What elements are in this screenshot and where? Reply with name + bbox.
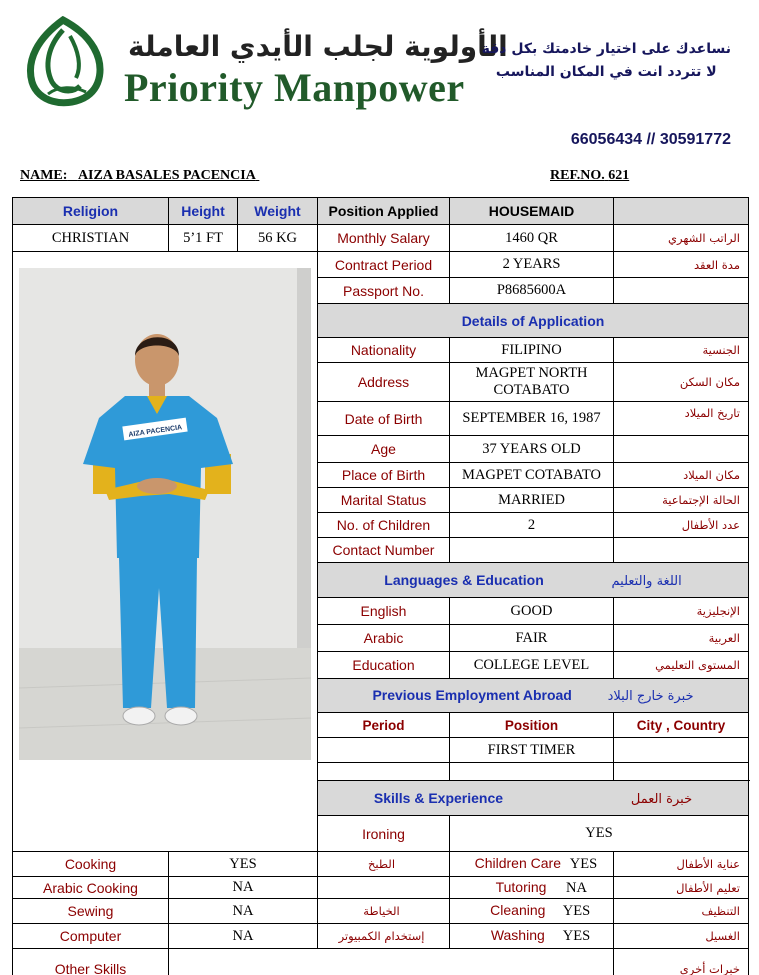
arabic-ar: العربية — [614, 625, 749, 652]
brand-arabic: الأولوية لجلب الأيدي العاملة — [128, 30, 508, 63]
slogan-line-2: لا تتردد انت في المكان المناسب — [495, 64, 717, 80]
period-header: Period — [318, 713, 450, 738]
tutoring-value: NA — [566, 879, 587, 896]
slogan — [482, 38, 731, 84]
employment-section — [318, 679, 749, 713]
dob-ar: تاريخ الميلاد — [614, 402, 749, 436]
ref-value: 621 — [608, 168, 630, 183]
ironing-label: Ironing — [318, 816, 450, 852]
languages-title-ar: اللغة والتعليم — [611, 573, 682, 589]
employment-title: Previous Employment Abroad — [372, 687, 572, 703]
tutoring-label: Tutoring — [495, 878, 547, 895]
applicant-figure — [19, 268, 311, 760]
computer-label: Computer — [13, 924, 169, 949]
tutoring-ar: تعليم الأطفال — [614, 877, 749, 899]
priority-logo-icon — [18, 16, 108, 108]
employment-empty-2 — [450, 763, 614, 781]
name-badge-text: AIZA PACENCIA — [128, 424, 183, 439]
cooking-label: Cooking — [13, 852, 169, 877]
arabic-value: FAIR — [450, 625, 614, 652]
sewing-ar: الخياطة — [318, 899, 450, 924]
washing-cell — [450, 924, 614, 949]
computer-ar: إستخدام الكمبيوتر — [318, 924, 450, 949]
employment-title-ar: خبرة خارج البلاد — [607, 689, 694, 704]
employment-empty-1 — [318, 763, 450, 781]
weight-value: 56 KG — [238, 225, 318, 252]
age-label: Age — [318, 436, 450, 463]
washing-label: Washing — [490, 927, 545, 943]
english-ar: الإنجليزية — [614, 598, 749, 625]
education-value: COLLEGE LEVEL — [450, 652, 614, 679]
application-section-title: Details of Application — [318, 304, 749, 338]
name-value: AIZA BASALES PACENCIA — [77, 168, 256, 183]
computer-value: NA — [169, 924, 318, 949]
arabic-cooking-ar — [318, 877, 450, 899]
marital-status-label: Marital Status — [318, 488, 450, 513]
phone-numbers: 66056434 // 30591772 — [570, 131, 731, 148]
photo-cell — [13, 252, 318, 852]
employment-period — [318, 738, 450, 763]
education-label: Education — [318, 652, 450, 679]
english-label: English — [318, 598, 450, 625]
children-care-cell — [450, 852, 614, 877]
arabic-cooking-label: Arabic Cooking — [13, 877, 169, 899]
weight-header: Weight — [238, 198, 318, 225]
cleaning-value: YES — [562, 903, 591, 919]
arabic-cooking-value: NA — [169, 877, 318, 899]
place-of-birth-label: Place of Birth — [318, 463, 450, 488]
reference-number — [550, 168, 629, 184]
age-ar — [614, 436, 749, 463]
skills-section — [318, 781, 749, 816]
address-label: Address — [318, 363, 450, 402]
children-label: No. of Children — [318, 513, 450, 538]
passport-value: P8685600A — [450, 278, 614, 304]
washing-ar: الغسيل — [614, 924, 749, 949]
english-value: GOOD — [450, 598, 614, 625]
height-value: 5’1 FT — [169, 225, 238, 252]
cooking-value: YES — [169, 852, 318, 877]
passport-label: Passport No. — [318, 278, 450, 304]
ironing-value: YES — [450, 816, 749, 852]
nationality-label: Nationality — [318, 338, 450, 363]
letterhead — [0, 0, 759, 160]
slogan-line-1: نساعدك على اختيار خادمتك بكل دقة — [481, 41, 731, 57]
salary-value: 1460 QR — [450, 225, 614, 252]
height-header: Height — [169, 198, 238, 225]
children-care-ar: عناية الأطفال — [614, 852, 749, 877]
marital-status-value: MARRIED — [450, 488, 614, 513]
dob-label: Date of Birth — [318, 402, 450, 436]
nationality-ar: الجنسية — [614, 338, 749, 363]
cleaning-label: Cleaning — [490, 902, 546, 918]
children-care-value: YES — [569, 856, 598, 872]
contract-value: 2 YEARS — [450, 252, 614, 278]
passport-ar — [614, 278, 749, 304]
employment-position: FIRST TIMER — [450, 738, 614, 763]
position-applied-value: HOUSEMAID — [450, 198, 614, 225]
brand-english: Priority Manpower — [124, 65, 465, 110]
place-of-birth-ar: مكان الميلاد — [614, 463, 749, 488]
dob-value: SEPTEMBER 16, 1987 — [450, 402, 614, 436]
contract-label: Contract Period — [318, 252, 450, 278]
cleaning-cell — [450, 899, 614, 924]
employment-empty-3 — [614, 763, 749, 781]
cleaning-ar: التنظيف — [614, 899, 749, 924]
position-applied-ar — [614, 198, 749, 225]
children-care-label: Children Care — [474, 855, 561, 871]
skills-title-ar: خبرة العمل — [630, 791, 693, 807]
employment-country — [614, 738, 749, 763]
languages-section — [318, 563, 749, 598]
salary-ar: الراتب الشهري — [614, 225, 749, 252]
applicant-name — [20, 168, 259, 184]
contract-ar: مدة العقد — [614, 252, 749, 278]
other-skills-value — [169, 949, 614, 975]
cooking-ar: الطبخ — [318, 852, 450, 877]
religion-header: Religion — [13, 198, 169, 225]
age-value: 37 YEARS OLD — [450, 436, 614, 463]
arabic-label: Arabic — [318, 625, 450, 652]
place-of-birth-value: MAGPET COTABATO — [450, 463, 614, 488]
position-header: Position — [450, 713, 614, 738]
skills-title: Skills & Experience — [373, 789, 504, 806]
nationality-value: FILIPINO — [450, 338, 614, 363]
name-label: NAME: — [20, 168, 68, 183]
position-applied-label: Position Applied — [318, 198, 450, 225]
contact-label: Contact Number — [318, 538, 450, 563]
contact-ar — [614, 538, 749, 563]
ref-label: REF.NO. — [550, 168, 605, 183]
languages-title: Languages & Education — [384, 571, 544, 588]
education-ar: المستوى التعليمي — [614, 652, 749, 679]
sewing-value: NA — [169, 899, 318, 924]
religion-value: CHRISTIAN — [13, 225, 169, 252]
children-value: 2 — [450, 513, 614, 538]
salary-label: Monthly Salary — [318, 225, 450, 252]
address-ar: مكان السكن — [614, 363, 749, 402]
contact-value — [450, 538, 614, 563]
marital-status-ar: الحالة الإجتماعية — [614, 488, 749, 513]
address-value: MAGPET NORTH COTABATO — [450, 363, 614, 402]
sewing-label: Sewing — [13, 899, 169, 924]
washing-value: YES — [562, 928, 591, 944]
other-skills-ar: خبرات أخرى — [614, 949, 749, 975]
applicant-photo — [19, 268, 311, 760]
other-skills-label: Other Skills — [13, 949, 169, 975]
children-ar: عدد الأطفال — [614, 513, 749, 538]
tutoring-cell — [450, 877, 614, 899]
country-header: City , Country — [614, 713, 749, 738]
application-form — [12, 197, 749, 975]
